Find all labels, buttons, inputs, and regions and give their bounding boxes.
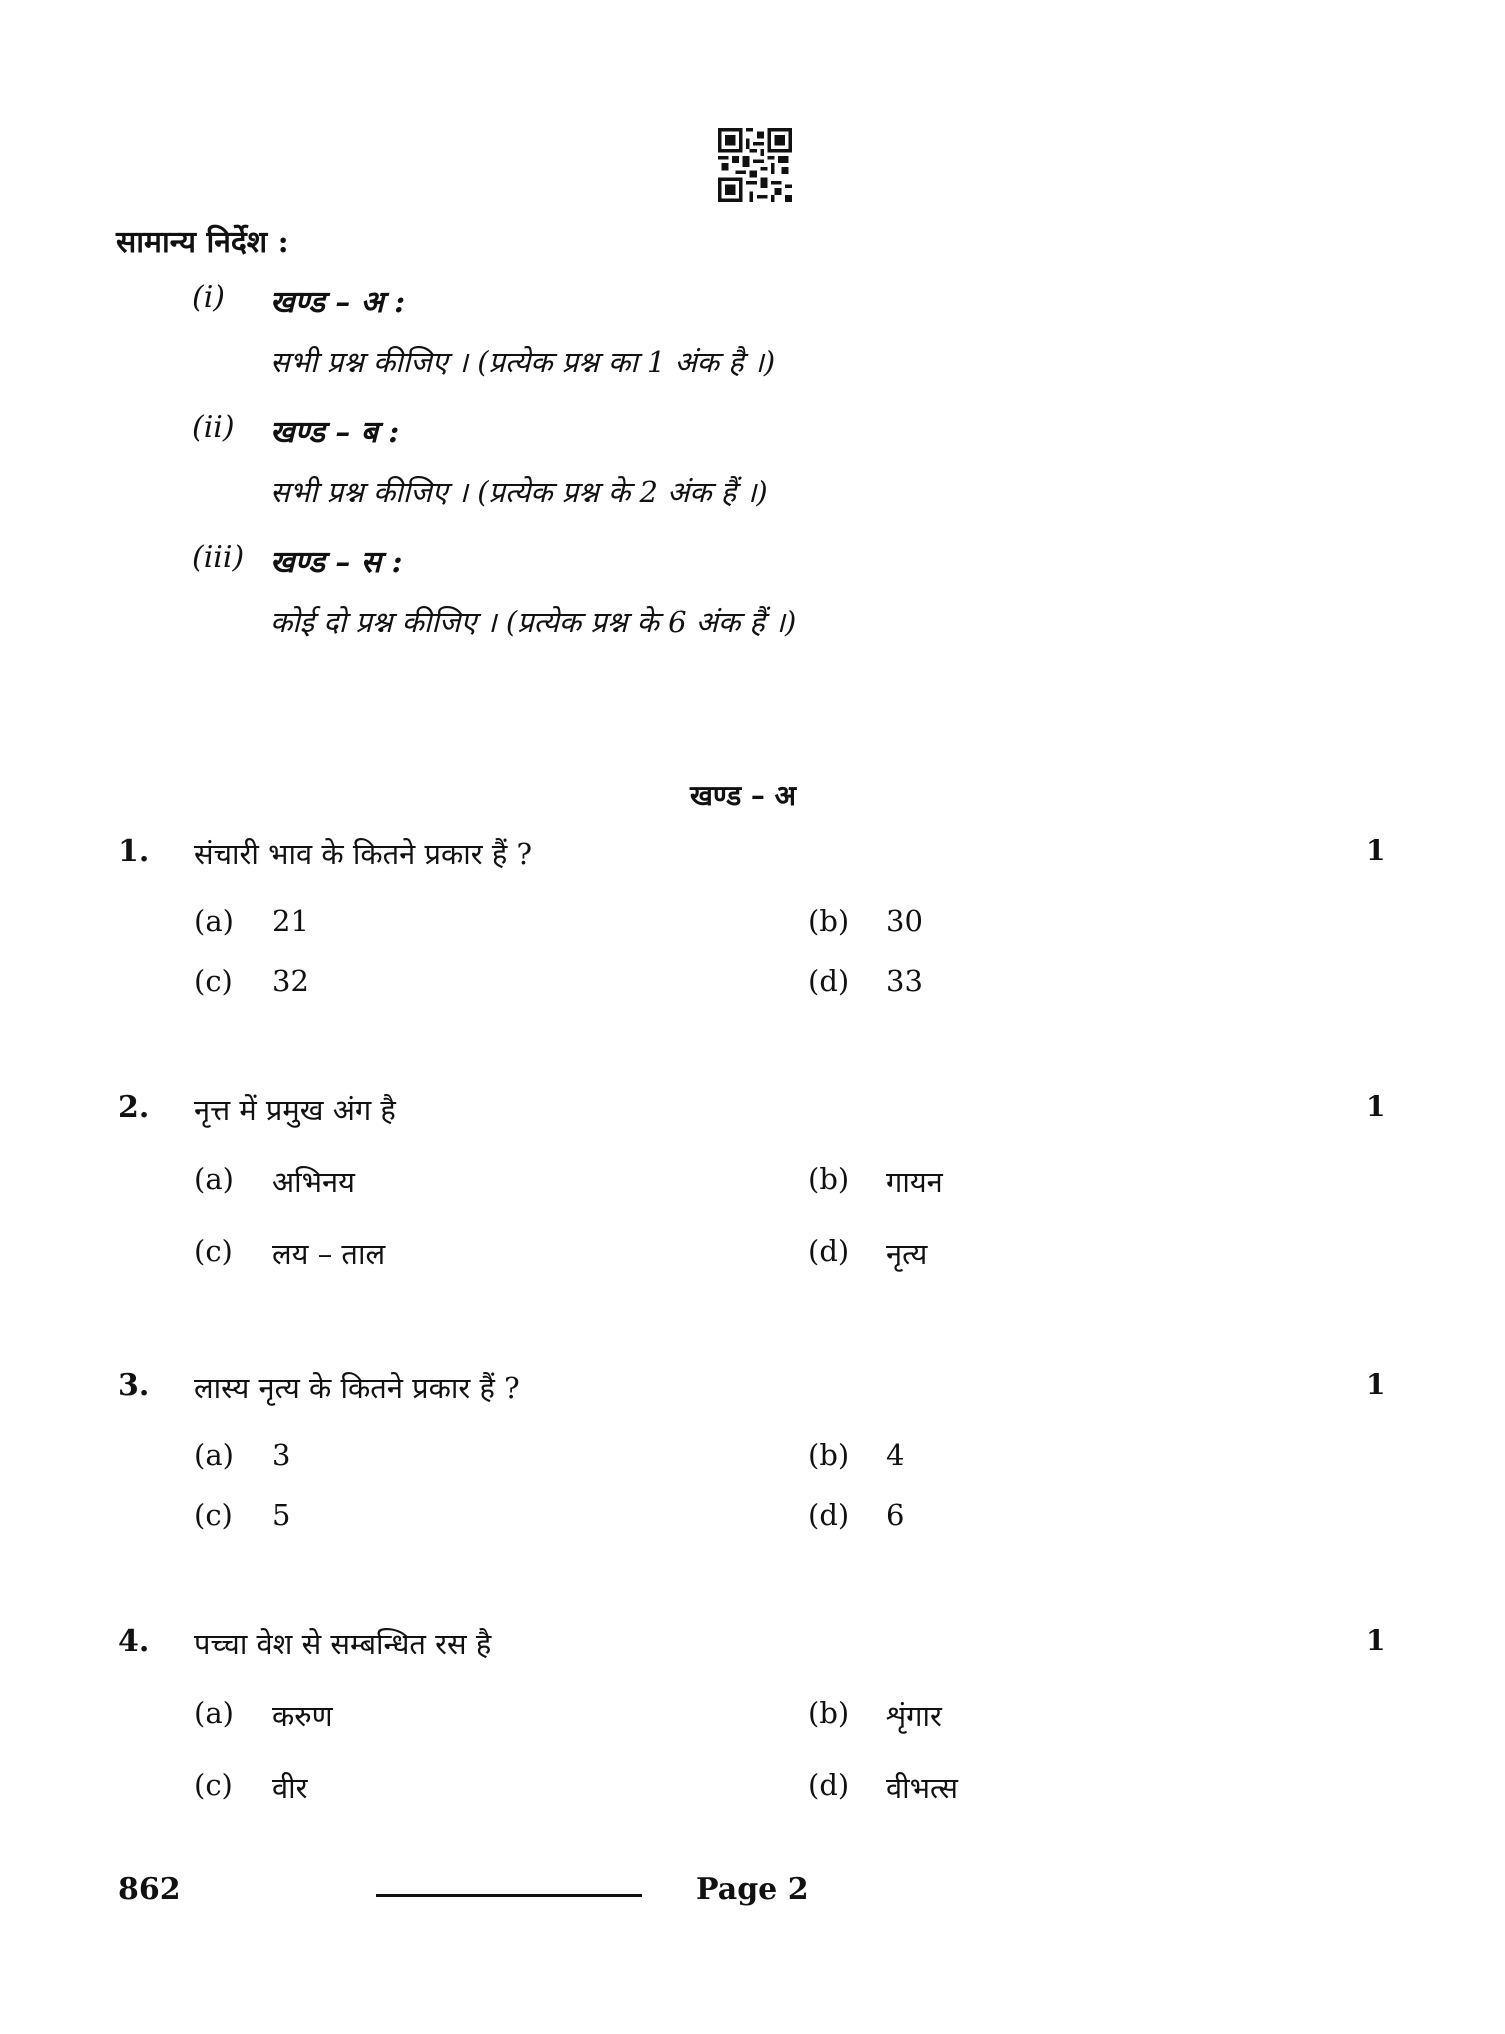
- instruction-text: सभी प्रश्न कीजिए । (प्रत्येक प्रश्न का 1 अंक है ।): [270, 345, 776, 379]
- footer-rule: [376, 1894, 642, 1897]
- page-number: Page 2: [696, 1872, 809, 1907]
- instruction-number: (i): [192, 280, 226, 315]
- option-text: 30: [886, 904, 923, 938]
- option-letter: (b): [808, 1162, 850, 1196]
- question-number: 2.: [118, 1090, 150, 1125]
- instruction-number: (iii): [192, 540, 245, 575]
- option-text: 32: [272, 964, 309, 998]
- option-letter: (c): [194, 964, 233, 998]
- question-marks: 1: [1366, 1090, 1386, 1123]
- question-text: संचारी भाव के कितने प्रकार हैं ?: [194, 837, 533, 871]
- option-text: 33: [886, 964, 923, 998]
- option-letter: (b): [808, 904, 850, 938]
- instruction-section: खण्ड – स :: [270, 545, 403, 580]
- question-text: लास्य नृत्य के कितने प्रकार हैं ?: [194, 1371, 520, 1405]
- option-text: करुण: [272, 1699, 333, 1733]
- option-letter: (d): [808, 1768, 850, 1802]
- option-text: गायन: [886, 1165, 943, 1199]
- question-number: 3.: [118, 1368, 150, 1403]
- instruction-number: (ii): [192, 410, 235, 445]
- instruction-section: खण्ड – अ :: [270, 285, 406, 320]
- question-marks: 1: [1366, 834, 1386, 867]
- option-letter: (c): [194, 1768, 233, 1802]
- option-text: शृंगार: [886, 1699, 942, 1733]
- option-letter: (c): [194, 1234, 233, 1268]
- paper-code: 862: [118, 1872, 181, 1907]
- option-text: अभिनय: [272, 1165, 355, 1199]
- instruction-text: कोई दो प्रश्न कीजिए । (प्रत्येक प्रश्न के 6 अंक हैं ।): [270, 605, 797, 639]
- option-text: लय – ताल: [272, 1237, 386, 1271]
- option-text: 21: [272, 904, 309, 938]
- qr-code: [718, 128, 792, 202]
- option-text: वीभत्स: [886, 1771, 958, 1805]
- option-letter: (d): [808, 964, 850, 998]
- option-letter: (b): [808, 1438, 850, 1472]
- option-text: 4: [886, 1438, 905, 1472]
- option-letter: (c): [194, 1498, 233, 1532]
- instruction-text: सभी प्रश्न कीजिए । (प्रत्येक प्रश्न के 2 अंक हैं ।): [270, 475, 768, 509]
- option-letter: (a): [194, 1162, 234, 1196]
- option-text: 6: [886, 1498, 905, 1532]
- question-number: 1.: [118, 834, 150, 869]
- option-text: वीर: [272, 1771, 308, 1805]
- question-marks: 1: [1366, 1624, 1386, 1657]
- option-text: नृत्य: [886, 1237, 928, 1271]
- option-letter: (a): [194, 1696, 234, 1730]
- instruction-section: खण्ड – ब :: [270, 415, 400, 450]
- section-title: खण्ड – अ: [690, 779, 797, 812]
- general-instructions-heading: सामान्य निर्देश :: [116, 225, 289, 260]
- question-number: 4.: [118, 1624, 150, 1659]
- option-text: 5: [272, 1498, 291, 1532]
- option-text: 3: [272, 1438, 291, 1472]
- option-letter: (d): [808, 1498, 850, 1532]
- option-letter: (a): [194, 1438, 234, 1472]
- question-text: नृत्त में प्रमुख अंग है: [194, 1093, 396, 1127]
- option-letter: (b): [808, 1696, 850, 1730]
- question-text: पच्चा वेश से सम्बन्धित रस है: [194, 1627, 492, 1661]
- option-letter: (d): [808, 1234, 850, 1268]
- option-letter: (a): [194, 904, 234, 938]
- question-marks: 1: [1366, 1368, 1386, 1401]
